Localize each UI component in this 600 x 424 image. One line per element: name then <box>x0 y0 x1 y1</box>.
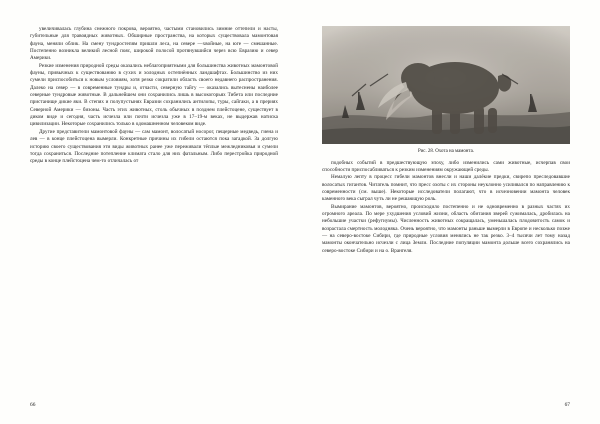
paragraph: Другие представители мамонтовой фауны — сам мамонт, волосатый носорог, пещерные медведь, гиена и лев — в конце плейстоцена вымерли. Конкретные причины их гибели остаются пока загадкой. За долгую историю своего существования эти виды животных ранее уже переживали тёплые межледниковья и сумели тогда сохраниться. Последние потепление климата стало для них фатальным. Либо перестройка природной среды в конце плейстоцена чем-то отличалась от <box>30 128 278 165</box>
paragraph: подобных событий в предшествующую эпоху, либо изменились сами животные, исчерпав свои способности приспосабливаться к резким изменениям окружающей среды. <box>322 159 570 173</box>
paragraph: Немалую лепту в процесс гибели мамонтов внесли и наши далёкие предки, свирепо преследовавшие волосатых гигантов. Читатель помнит, что пресс охоты с их стороны неуклонно усиливался по направлению к современности (см. выше). Некоторые исследователи полагают, что в исчезновении мамонта человек каменного века сыграл чуть ли не решающую роль. <box>322 174 570 203</box>
paragraph: Резкие изменения природной среды оказались неблагоприятными для большинства животных мамонтовой фауны, привычных к существованию в сухих и холодных остепнённых ландшафтах. Большинство из них сумели приспособиться к новым условиям, хотя резко сократили область своего недавнего распространения. Далеко на север — в современные тундры и, отчасти, северную тайгу — оказались вытеснены наиболее северные тундровые животные. В дальнейшем они сохранились лишь в высокогорьях Тибета или последние пристанище дикие яки. В степях и полупустынях Евразии сохранились антилопы, туры, сайгаки, а в прериях Северной Америки — бизоны. Часть этих животных, столь обычных в позднем плейстоцене, существует в диком виде и сегодня, часть исчезла или почти исчезла уже в 17–19-м веках, не выдержав натиска цивилизации. Некоторые сохранились только в одомашненном человеком виде. <box>30 62 278 128</box>
right-page-text-column <box>322 26 570 362</box>
right-page <box>300 0 600 424</box>
left-page-text-column <box>30 26 278 362</box>
page-number-left: 66 <box>30 402 36 408</box>
page-number-right: 67 <box>564 402 570 408</box>
mammoth-hunt-illustration-image <box>322 26 570 144</box>
paragraph: увеличивалась глубина снежного покрова, вероятно, частыми становились зимние оттепели и насты, губительные для травоядных животных. Обширные пространства, на которых существовала мамонтовая фауна, меняли облик. На смену тундростепям пришли леса, на севере —хвойные, на юге — смешанные. Постепенно возникла великий лесной пояс, широкой полосой протянувшийся через всю Евразию и север Америки. <box>30 26 278 62</box>
paragraph: Вымирание мамонтов, вероятно, происходило постепенно и не одновременно в разных частях их огромного ареала. По мере ухудшения условий жизни, область обитания зверей сужималась, дробилась на небольшие участки (рефугиумы). Численность животных сокращалась, уменьшалась плодовитость самок и возрастала смертность молодняка. Очень вероятно, что мамонты раньше вымерли в Европе и несколько позже — на северо-востоке Сибири, где природные условия менялись не так резко. 3–4 тысячи лет тому назад мамонты окончательно исчезли с лица Земли. Последние популяции мамонта дольше всего сохранялись на северо-востоке Сибири и на о. Врангеля. <box>322 203 570 254</box>
figure-mammoth-hunt <box>322 26 570 155</box>
figure-caption: Рис. 28. Охота на мамонта. <box>417 148 475 154</box>
